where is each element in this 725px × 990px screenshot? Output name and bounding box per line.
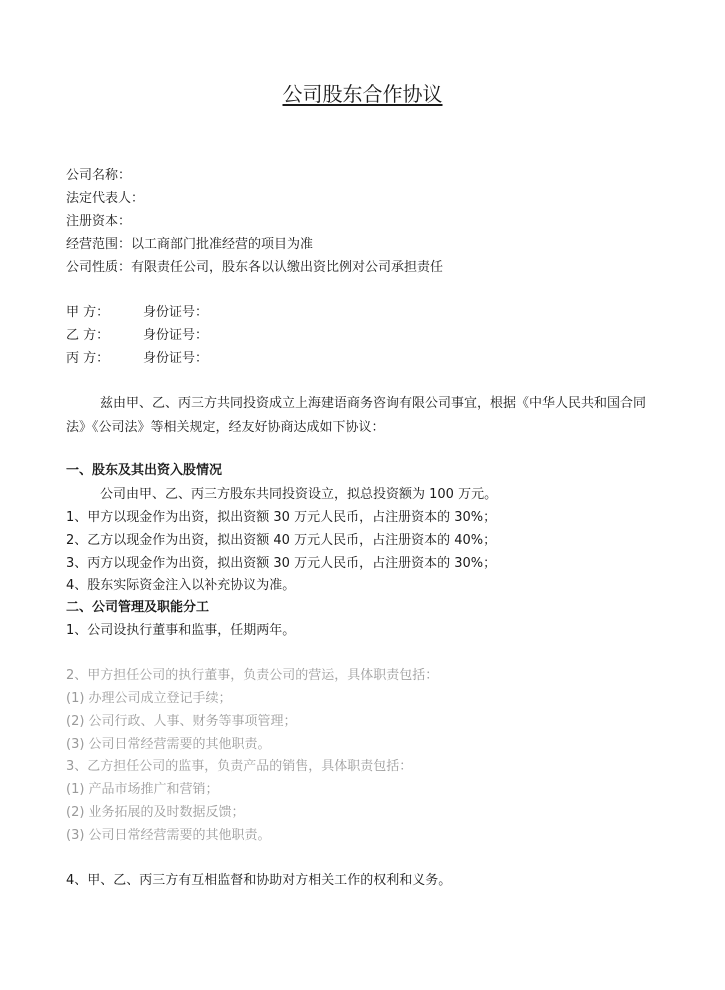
registered-capital-line: 注册资本： [66,214,132,229]
section1-item-1: 1、甲方以现金作为出资，拟出资额 30 万元人民币，占注册资本的 30%； [66,510,497,525]
section2-item-3-duty-1: (1) 产品市场推广和营销； [66,782,219,797]
party-b-id-label: 身份证号： [143,328,209,343]
party-c-label: 丙 方： [66,351,110,366]
section2-item-1: 1、公司设执行董事和监事，任期两年。 [66,623,296,638]
section2-item-2-duty-3: (3) 公司日常经营需要的其他职责。 [66,737,271,752]
section1-lead: 公司由甲、乙、丙三方股东共同投资设立，拟总投资额为 100 万元。 [100,487,498,502]
legal-representative-line: 法定代表人： [66,191,145,206]
party-a-line [66,304,209,322]
party-c-line [66,350,209,368]
business-scope-line: 经营范围：以工商部门批准经营的项目为准 [66,237,314,252]
section2-item-2-duty-2: (2) 公司行政、人事、财务等事项管理； [66,714,297,729]
section2-item-2: 2、甲方担任公司的执行董事，负责公司的营运，具体职责包括： [66,668,439,683]
document-title: 公司股东合作协议 [282,82,443,106]
section1-heading: 一、股东及其出资入股情况 [66,463,223,478]
section2-item-2-duty-1: (1) 办理公司成立登记手续； [66,691,232,706]
section1-item-2: 2、乙方以现金作为出资，拟出资额 40 万元人民币，占注册资本的 40%； [66,533,497,548]
intro-paragraph: 兹由甲、乙、丙三方共同投资成立上海建语商务咨询有限公司事宜，根据《中华人民共和国合同法》《公司法》等相关规定，经友好协商达成如下协议： [66,396,647,435]
section2-item-4: 4、甲、乙、丙三方有互相监督和协助对方相关工作的权利和义务。 [66,873,452,888]
party-a-label: 甲 方： [66,305,110,320]
party-b-label: 乙 方： [66,328,110,343]
section2-item-3: 3、乙方担任公司的监事，负责产品的销售，具体职责包括： [66,759,413,774]
section2-heading: 二、公司管理及职能分工 [66,600,210,615]
section1-item-3: 3、丙方以现金作为出资，拟出资额 30 万元人民币，占注册资本的 30%； [66,556,497,571]
party-c-id-label: 身份证号： [143,351,209,366]
section2-item-3-duty-2: (2) 业务拓展的及时数据反馈； [66,805,245,820]
company-name-line: 公司名称： [66,168,132,183]
company-nature-line: 公司性质：有限责任公司，股东各以认缴出资比例对公司承担责任 [66,260,444,275]
section1-item-4: 4、股东实际资金注入以补充协议为准。 [66,578,296,593]
party-b-line [66,327,209,345]
party-a-id-label: 身份证号： [143,305,209,320]
section2-item-3-duty-3: (3) 公司日常经营需要的其他职责。 [66,828,271,843]
